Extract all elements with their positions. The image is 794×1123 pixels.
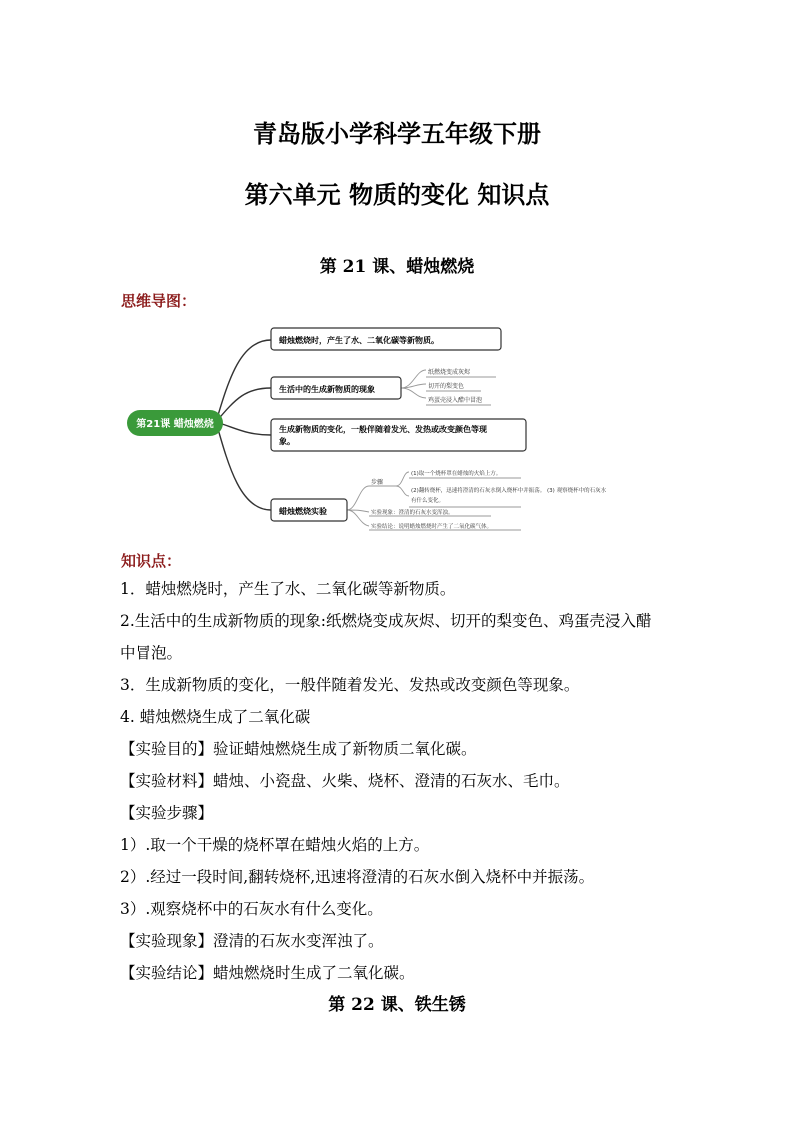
mindmap-b2-item-3: 鸡蛋壳浸入醋中冒泡 — [428, 397, 483, 404]
mindmap-branch-2-label: 生活中的生成新物质的现象 — [279, 385, 375, 394]
point-line: 1）.取一个干燥的烧杯罩在蜡烛火焰的上方。 — [120, 836, 430, 854]
point-line: 【实验步骤】 — [120, 804, 214, 822]
connector-b1 — [216, 340, 271, 422]
point-line: 中冒泡。 — [120, 644, 183, 662]
point-line: 4. 蜡烛燃烧生成了二氧化碳 — [120, 708, 311, 726]
unit-title: 第六单元 物质的变化 知识点 — [244, 181, 550, 209]
mindmap-branch-3-line2: 象。 — [279, 437, 295, 446]
point-line: 2.生活中的生成新物质的现象:纸燃烧变成灰烬、切开的梨变色、鸡蛋壳浸入醋 — [120, 612, 652, 630]
mindmap-step-1: (1)取一个烧杯罩在蜡烛的火焰上方。 — [411, 471, 502, 477]
knowledge-label: 知识点： — [121, 552, 182, 570]
mindmap-branch-3-line1: 生成新物质的变化，一般伴随着发光、发热或改变颜色等现 — [279, 425, 487, 434]
point-line: 【实验结论】蜡烛燃烧时生成了二氧化碳。 — [120, 964, 415, 982]
lesson-22-title: 第 22 课、铁生锈 — [328, 995, 466, 1015]
mindmap-label: 思维导图： — [121, 292, 197, 310]
point-line: 3．生成新物质的变化，一般伴随着发光、发热或改变颜色等现象。 — [120, 676, 580, 694]
mindmap-b2-item-1: 纸燃烧变成灰烬 — [428, 369, 471, 376]
mindmap-branch-1-label: 蜡烛燃烧时，产生了水、二氧化碳等新物质。 — [279, 336, 439, 345]
point-line: 【实验材料】蜡烛、小瓷盘、火柴、烧杯、澄清的石灰水、毛巾。 — [120, 772, 570, 790]
mindmap-step-2-line1: (2)翻转烧杯，迅速将澄清的石灰水倒入烧杯中并振荡。 (3) 观察烧杯中的石灰水 — [411, 488, 607, 494]
document-title: 青岛版小学科学五年级下册 — [253, 120, 541, 148]
point-line: 【实验现象】澄清的石灰水变浑浊了。 — [120, 932, 384, 950]
mindmap-branch-3 — [271, 419, 526, 451]
mindmap-steps-label: 步骤 — [371, 479, 384, 486]
connector-b3 — [216, 422, 271, 435]
mindmap-step-2-line2: 有什么变化。 — [411, 498, 445, 504]
knowledge-points — [120, 573, 690, 989]
mindmap-branch-4-label: 蜡烛燃烧实验 — [279, 507, 327, 516]
connector-b2-items — [401, 370, 426, 398]
mindmap-b2-item-2: 切开的梨变色 — [428, 383, 465, 390]
mindmap-phenomenon: 实验现象：澄清的石灰水变浑浊。 — [371, 510, 454, 516]
mindmap-conclusion: 实验结论：说明蜡烛燃烧时产生了二氧化碳气体。 — [371, 524, 493, 530]
point-line: 2）.经过一段时间,翻转烧杯,迅速将澄清的石灰水倒入烧杯中并振荡。 — [120, 868, 595, 886]
point-line: 【实验目的】验证蜡烛燃烧生成了新物质二氧化碳。 — [120, 740, 477, 758]
mind-map — [121, 318, 607, 536]
connector-b4-items — [347, 486, 369, 526]
mindmap-root-label: 第21课 蜡烛燃烧 — [136, 419, 214, 430]
point-line: 3）.观察烧杯中的石灰水有什么变化。 — [120, 900, 383, 918]
lesson-21-title: 第 21 课、蜡烛燃烧 — [319, 257, 475, 277]
connector-b2 — [216, 388, 271, 422]
point-line: 1．蜡烛燃烧时，产生了水、二氧化碳等新物质。 — [120, 580, 456, 598]
